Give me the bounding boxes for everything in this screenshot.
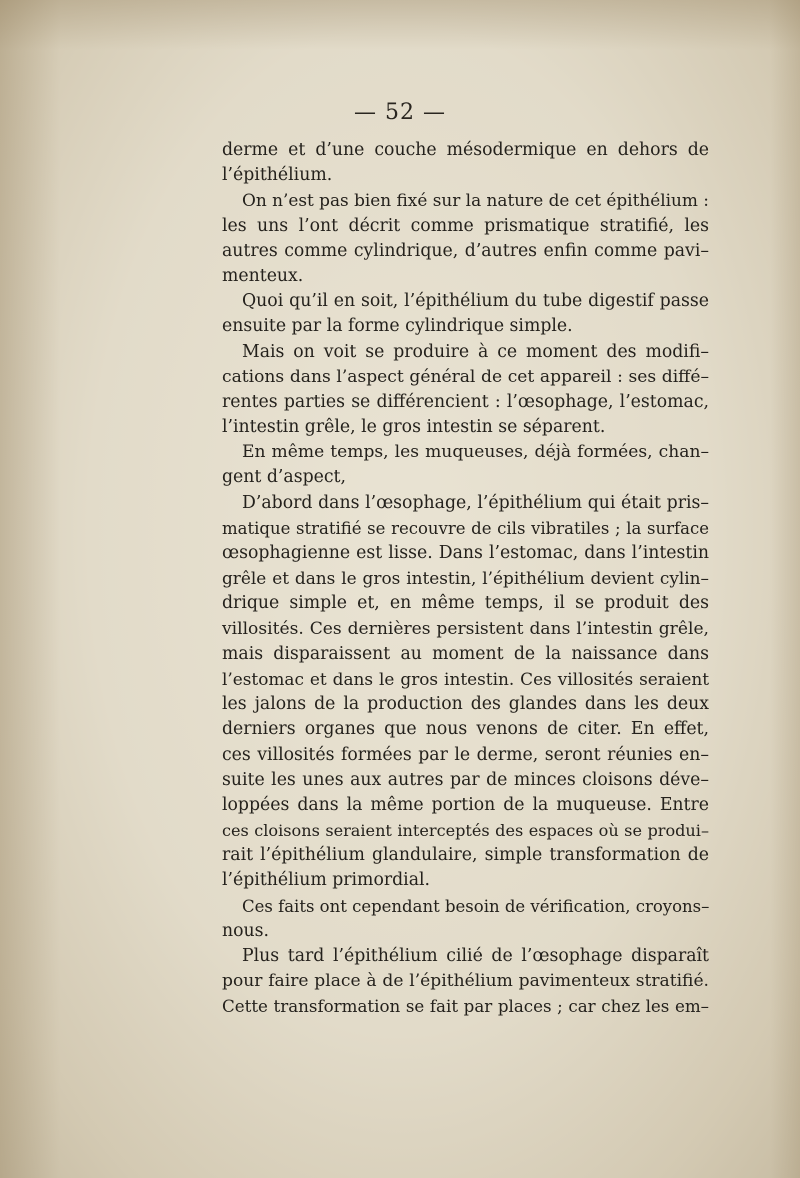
page-edge-shadow-top xyxy=(0,0,800,50)
text-line: Quoi qu’il en soit, l’épithélium du tube digestif passe xyxy=(242,291,709,312)
text-line: drique simple et, en même temps, il se produit des xyxy=(222,593,709,614)
text-line: pour faire place à de l’épithélium pavimenteux stratifié. xyxy=(222,971,709,992)
text-line: les uns l’ont décrit comme prismatique stratifié, les xyxy=(222,215,709,236)
page-edge-shadow-left xyxy=(0,0,60,1178)
text-line: derme et d’une couche mésodermique en dehors de xyxy=(222,140,709,160)
text-line: autres comme cylindrique, d’autres enfin comme pavi– xyxy=(222,240,709,261)
text-line: nous. xyxy=(222,920,270,941)
text-line: œsophagienne est lisse. Dans l’estomac, dans l’intestin xyxy=(222,543,709,563)
text-line: ensuite par la forme cylindrique simple. xyxy=(222,316,573,337)
text-line: les jalons de la production des glandes dans les deux xyxy=(222,694,709,715)
text-line: villosités. Ces dernières persistent dans l’intestin grêle, xyxy=(222,618,709,639)
text-line: Mais on voit se produire à ce moment des modifi– xyxy=(242,341,709,362)
text-line: l’épithélium primordial. xyxy=(222,870,431,891)
text-line: Ces faits ont cependant besoin de vérification, croyons– xyxy=(242,896,710,916)
text-line: En même temps, les muqueuses, déjà formées, chan– xyxy=(242,442,709,463)
text-line: rait l’épithélium glandulaire, simple transformation de xyxy=(222,845,709,866)
text-line: rentes parties se différencient : l’œsophage, l’estomac, xyxy=(222,391,709,412)
text-line: ces cloisons seraient interceptés des espaces où se produi– xyxy=(222,821,709,841)
text-line: matique stratifié se recouvre de cils vibratiles ; la surface xyxy=(222,518,709,538)
text-line: Plus tard l’épithélium cilié de l’œsophage disparaît xyxy=(242,946,709,966)
text-line: l’épithélium. xyxy=(222,165,333,186)
page-number: — 52 — xyxy=(354,100,446,125)
text-line: mais disparaissent au moment de la naissance dans xyxy=(222,643,709,664)
text-line: gent d’aspect, xyxy=(222,467,346,488)
text-line: ces villosités formées par le derme, seront réunies en– xyxy=(222,744,709,765)
text-line: derniers organes que nous venons de citer. En effet, xyxy=(222,719,709,740)
text-line: suite les unes aux autres par de minces cloisons déve– xyxy=(222,769,709,790)
text-line: grêle et dans le gros intestin, l’épithélium devient cylin– xyxy=(222,568,709,589)
body-text xyxy=(222,138,709,1020)
text-line: l’intestin grêle, le gros intestin se séparent. xyxy=(222,417,606,438)
text-line: loppées dans la même portion de la muqueuse. Entre xyxy=(222,794,709,815)
text-line: On n’est pas bien fixé sur la nature de cet épithélium : xyxy=(242,190,709,211)
text-line: D’abord dans l’œsophage, l’épithélium qui était pris– xyxy=(242,492,709,513)
text-line: l’estomac et dans le gros intestin. Ces villosités seraient xyxy=(222,668,709,689)
text-line: menteux. xyxy=(222,265,304,286)
page-edge-shadow-right xyxy=(770,0,800,1178)
text-line: cations dans l’aspect général de cet appareil : ses diffé– xyxy=(222,366,709,387)
text-line: Cette transformation se fait par places ; car chez les em– xyxy=(222,996,709,1017)
